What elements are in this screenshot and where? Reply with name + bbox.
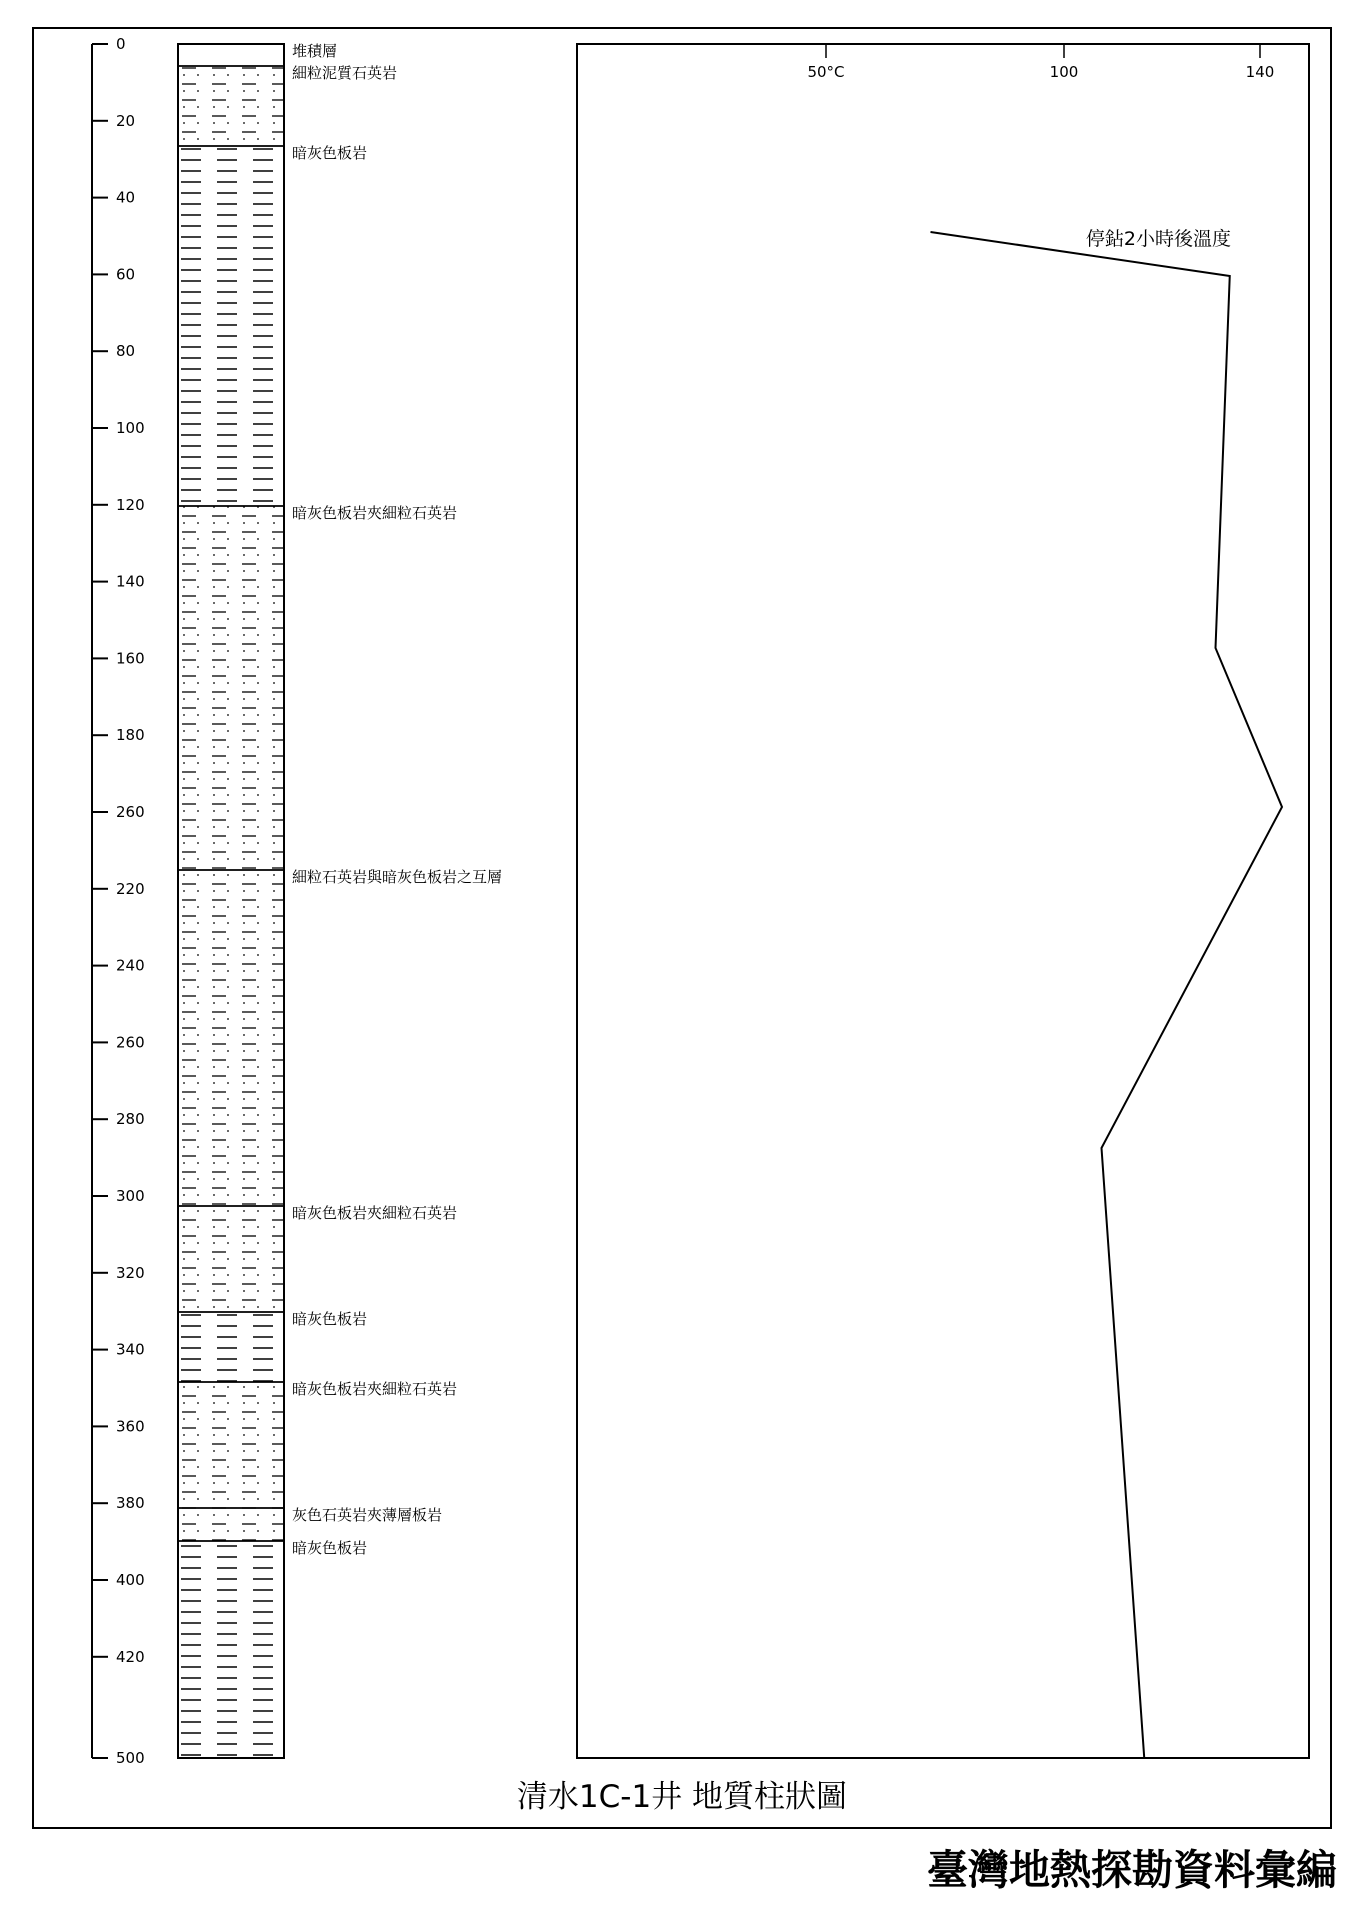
depth-axis [92,35,145,1767]
lithology-layer [178,1206,284,1312]
depth-tick-label: 160 [116,649,145,668]
depth-tick-label: 500 [116,1749,145,1767]
layer-label: 灰色石英岩夾薄層板岩 [292,1506,443,1524]
depth-tick-label: 300 [116,1187,145,1205]
depth-tick-label: 280 [116,1110,145,1129]
lithology-layer [178,146,284,506]
lithology-layer [178,1382,284,1508]
lithology-layer [178,44,284,66]
depth-tick-label: 320 [116,1263,145,1282]
depth-tick-label: 100 [116,419,145,437]
depth-tick-label: 420 [116,1647,145,1666]
depth-tick-label: 400 [116,1571,145,1589]
depth-tick-label: 40 [116,188,136,207]
lithology-layer [178,66,284,146]
layer-labels [292,42,502,1557]
depth-tick-label: 0 [116,35,126,53]
depth-tick-label: 260 [116,1033,145,1052]
depth-tick-label: 80 [116,342,136,361]
lithology-layer [178,870,284,1206]
depth-tick-label: 180 [116,726,145,745]
layer-label: 暗灰色板岩 [292,1539,368,1557]
depth-tick-label: 240 [116,956,145,975]
depth-tick-label: 140 [116,572,145,591]
lithology-layer [178,1508,284,1541]
footer-title: 臺灣地熱探勘資料彙編 [927,1846,1337,1894]
temperature-curve [931,228,1283,1758]
lithology-layer [178,1312,284,1382]
temperature-line [931,232,1283,1758]
depth-tick-label: 360 [116,1417,145,1436]
layer-label: 暗灰色板岩夾細粒石英岩 [292,1380,458,1398]
depth-tick-label: 20 [116,111,136,130]
layer-label: 暗灰色板岩夾細粒石英岩 [292,504,458,522]
layer-label: 細粒泥質石英岩 [292,64,398,82]
caption: 清水1C-1井 地質柱狀圖 [516,1779,848,1815]
depth-tick-label: 60 [116,265,136,284]
layer-label: 暗灰色板岩夾細粒石英岩 [292,1204,458,1222]
temp-tick-label: 50°C [807,63,845,81]
curve-label: 停鉆2小時後溫度 [1085,228,1231,250]
layer-label: 暗灰色板岩 [292,1310,368,1328]
layer-label: 暗灰色板岩 [292,144,368,162]
layer-label: 細粒石英岩與暗灰色板岩之互層 [292,868,503,886]
lithology-layer [178,506,284,870]
temp-tick-label: 140 [1245,63,1275,81]
depth-tick-label: 120 [116,495,145,514]
depth-tick-label: 340 [116,1340,145,1359]
temperature-axis [807,44,1274,81]
lithology-layer [178,1541,284,1758]
temperature-panel [577,44,1309,1758]
depth-tick-label: 380 [116,1494,145,1513]
temp-tick-label: 100 [1049,63,1079,81]
depth-tick-label: 220 [116,879,145,898]
lithology-column [178,44,284,1758]
layer-label: 堆積層 [292,42,338,60]
depth-tick-label: 260 [116,803,145,821]
